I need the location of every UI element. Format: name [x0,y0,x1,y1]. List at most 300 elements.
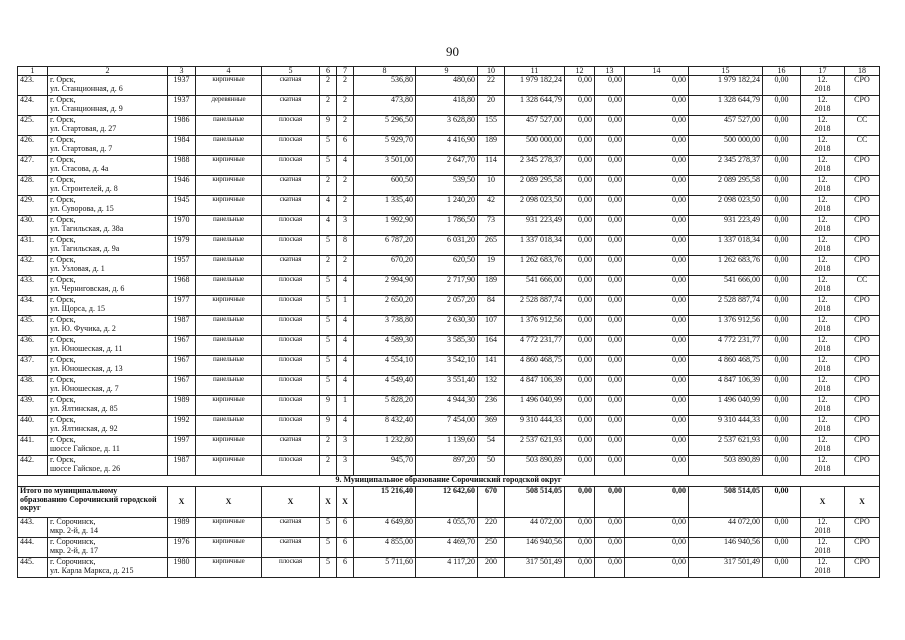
total-area: 3 738,80 [354,316,416,336]
entrances-count: 2 [337,256,354,276]
fund-13: 0,00 [595,216,625,236]
address-cell [48,456,168,476]
total-area: 2 994,90 [354,276,416,296]
floors-count: 5 [320,276,337,296]
fund-16: 0,00 [763,558,801,578]
fund-method: СРО [845,396,880,416]
floors-count: 2 [320,456,337,476]
fund-method: СРО [845,216,880,236]
total-area: 3 501,00 [354,156,416,176]
fund-13: 0,00 [595,236,625,256]
living-area: 620,50 [416,256,478,276]
roof-type: плоская [262,416,320,436]
entrances-count: 6 [337,558,354,578]
wall-material: панельные [196,256,262,276]
roof-type: скатная [262,176,320,196]
completion-month: 12. [817,517,828,527]
residents-count: 114 [478,156,505,176]
total-area: 1 992,90 [354,216,416,236]
address-city: г. Орск, [50,375,76,385]
table-row [18,96,880,116]
repair-cost: 931 223,49 [505,216,565,236]
table-row [18,116,880,136]
floors-count: 9 [320,396,337,416]
fund-12: 0,00 [565,196,595,216]
fund-13: 0,00 [595,538,625,558]
row-number: 424. [18,96,48,116]
roof-type: скатная [262,196,320,216]
living-area: 7 454,00 [416,416,478,436]
completion-month: 12. [817,395,828,405]
address-city: г. Орск, [50,355,76,365]
fund-16: 0,00 [763,216,801,236]
residents-count: 54 [478,436,505,456]
table-row [18,276,880,296]
fund-16: 0,00 [763,356,801,376]
total-cost: 508 514,05 [505,487,565,518]
wall-material: кирпичные [196,156,262,176]
address-cell [48,116,168,136]
fund-13: 0,00 [595,396,625,416]
fund-method: СРО [845,518,880,538]
fund-14: 0,00 [625,558,689,578]
fund-14: 0,00 [625,256,689,276]
fund-12: 0,00 [565,336,595,356]
address-street: шоссе Гайское, д. 11 [50,443,120,453]
row-number: 427. [18,156,48,176]
fund-12: 0,00 [565,116,595,136]
repair-cost: 500 000,00 [505,136,565,156]
living-area: 4 117,20 [416,558,478,578]
fund-13: 0,00 [595,456,625,476]
living-area: 2 630,30 [416,316,478,336]
column-number: 10 [478,67,505,76]
address-street: ул. Карла Маркса, д. 215 [50,565,134,575]
column-number: 18 [845,67,880,76]
address-street: ул. Ялтинская, д. 92 [50,423,118,433]
completion-date [801,396,845,416]
address-cell [48,316,168,336]
fund-12: 0,00 [565,296,595,316]
table-row [18,436,880,456]
roof-type: плоская [262,296,320,316]
completion-month: 12. [817,557,828,567]
completion-month: 12. [817,95,828,105]
wall-material: панельные [196,416,262,436]
total-area: 473,80 [354,96,416,116]
living-area: 539,50 [416,176,478,196]
fund-14: 0,00 [625,76,689,96]
address-cell [48,416,168,436]
roof-type: скатная [262,518,320,538]
owner-funds: 4 860 468,75 [689,356,763,376]
table-row [18,196,880,216]
year-built: 1984 [168,136,196,156]
completion-month: 12. [817,275,828,285]
fund-13: 0,00 [595,116,625,136]
roof-type: плоская [262,356,320,376]
living-area: 4 944,30 [416,396,478,416]
fund-13: 0,00 [595,336,625,356]
column-number: 8 [354,67,416,76]
total-area: 5 711,60 [354,558,416,578]
fund-14: 0,00 [625,156,689,176]
fund-16: 0,00 [763,116,801,136]
completion-date [801,518,845,538]
floors-count: 5 [320,156,337,176]
residents-count: 250 [478,538,505,558]
total-owner-funds: 508 514,05 [689,487,763,518]
total-area: 5 296,50 [354,116,416,136]
wall-material: кирпичные [196,538,262,558]
entrances-count: 4 [337,276,354,296]
address-city: г. Орск, [50,235,76,245]
table-row [18,456,880,476]
column-number-row [18,67,880,76]
entrances-count: 2 [337,116,354,136]
living-area: 480,60 [416,76,478,96]
fund-13: 0,00 [595,296,625,316]
roof-type: плоская [262,216,320,236]
completion-month: 12. [817,355,828,365]
wall-material: кирпичные [196,518,262,538]
total-area: 4 589,30 [354,336,416,356]
wall-material: панельные [196,136,262,156]
total-x-mark: X [801,487,845,518]
year-built: 1937 [168,96,196,116]
table-row [18,136,880,156]
total-x-mark: X [168,487,196,518]
owner-funds: 2 537 621,93 [689,436,763,456]
roof-type: плоская [262,336,320,356]
address-street: мкр. 2-й, д. 17 [50,545,98,555]
fund-14: 0,00 [625,316,689,336]
completion-month: 12. [817,115,828,125]
fund-13: 0,00 [595,156,625,176]
residents-count: 164 [478,336,505,356]
living-area: 6 031,20 [416,236,478,256]
floors-count: 5 [320,236,337,256]
fund-method: СРО [845,376,880,396]
fund-14: 0,00 [625,456,689,476]
fund-method: СРО [845,538,880,558]
repair-cost: 541 666,00 [505,276,565,296]
fund-14: 0,00 [625,336,689,356]
residents-count: 189 [478,136,505,156]
row-number: 426. [18,136,48,156]
year-built: 1980 [168,558,196,578]
fund-13: 0,00 [595,76,625,96]
completion-year: 2018 [814,263,831,273]
repair-cost: 2 537 621,93 [505,436,565,456]
residents-count: 369 [478,416,505,436]
row-number: 430. [18,216,48,236]
row-number: 437. [18,356,48,376]
address-street: ул. Станционная, д. 6 [50,83,123,93]
floors-count: 2 [320,256,337,276]
address-cell [48,216,168,236]
entrances-count: 3 [337,216,354,236]
total-area: 6 787,20 [354,236,416,256]
wall-material: панельные [196,376,262,396]
table-row [18,558,880,578]
living-area: 4 055,70 [416,518,478,538]
fund-method: СРО [845,356,880,376]
table-row [18,176,880,196]
address-city: г. Орск, [50,335,76,345]
year-built: 1986 [168,116,196,136]
floors-count: 5 [320,136,337,156]
wall-material: кирпичные [196,436,262,456]
fund-12: 0,00 [565,156,595,176]
fund-12: 0,00 [565,518,595,538]
address-street: ул. Щорса, д. 15 [50,303,105,313]
wall-material: панельные [196,276,262,296]
completion-date [801,296,845,316]
wall-material: кирпичные [196,558,262,578]
completion-month: 12. [817,175,828,185]
completion-date [801,316,845,336]
owner-funds: 2 345 278,37 [689,156,763,176]
owner-funds: 317 501,49 [689,558,763,578]
completion-date [801,416,845,436]
fund-method: СС [845,116,880,136]
entrances-count: 4 [337,336,354,356]
table-row [18,316,880,336]
address-street: ул. Тагильская, д. 38а [50,223,124,233]
table-row [18,76,880,96]
row-number: 423. [18,76,48,96]
fund-method: СРО [845,296,880,316]
fund-16: 0,00 [763,416,801,436]
row-number: 442. [18,456,48,476]
repair-cost: 1 337 018,34 [505,236,565,256]
fund-12: 0,00 [565,216,595,236]
total-area: 4 855,00 [354,538,416,558]
fund-13: 0,00 [595,518,625,538]
living-area: 4 469,70 [416,538,478,558]
completion-date [801,116,845,136]
housing-register-table [17,66,880,578]
owner-funds: 2 528 887,74 [689,296,763,316]
repair-cost: 1 262 683,76 [505,256,565,276]
owner-funds: 2 089 295,58 [689,176,763,196]
total-fund-14: 0,00 [625,487,689,518]
year-built: 1967 [168,356,196,376]
fund-12: 0,00 [565,316,595,336]
year-built: 1997 [168,436,196,456]
repair-cost: 9 310 444,33 [505,416,565,436]
total-area: 15 216,40 [354,487,416,518]
completion-year: 2018 [814,565,831,575]
residents-count: 20 [478,96,505,116]
wall-material: кирпичные [196,176,262,196]
address-city: г. Орск, [50,115,76,125]
residents-count: 42 [478,196,505,216]
total-area: 5 929,70 [354,136,416,156]
completion-month: 12. [817,195,828,205]
floors-count: 5 [320,316,337,336]
fund-13: 0,00 [595,436,625,456]
fund-16: 0,00 [763,538,801,558]
living-area: 3 551,40 [416,376,478,396]
entrances-count: 4 [337,156,354,176]
wall-material: панельные [196,316,262,336]
fund-method: СРО [845,256,880,276]
completion-date [801,216,845,236]
floors-count: 2 [320,96,337,116]
page-number: 90 [446,44,459,59]
year-built: 1987 [168,316,196,336]
completion-date [801,538,845,558]
completion-month: 12. [817,537,828,547]
fund-14: 0,00 [625,96,689,116]
address-cell [48,96,168,116]
completion-year: 2018 [814,103,831,113]
completion-month: 12. [817,235,828,245]
wall-material: деревянные [196,96,262,116]
table-row [18,376,880,396]
residents-count: 50 [478,456,505,476]
year-built: 1989 [168,518,196,538]
repair-cost: 146 940,56 [505,538,565,558]
fund-method: СРО [845,456,880,476]
year-built: 1976 [168,538,196,558]
column-number: 16 [763,67,801,76]
repair-cost: 1 979 182,24 [505,76,565,96]
completion-date [801,256,845,276]
roof-type: скатная [262,436,320,456]
fund-12: 0,00 [565,176,595,196]
repair-cost: 317 501,49 [505,558,565,578]
completion-date [801,176,845,196]
owner-funds: 541 666,00 [689,276,763,296]
address-cell [48,558,168,578]
residents-count: 10 [478,176,505,196]
fund-14: 0,00 [625,518,689,538]
entrances-count: 4 [337,316,354,336]
address-cell [48,376,168,396]
owner-funds: 4 847 106,39 [689,376,763,396]
floors-count: 4 [320,216,337,236]
address-cell [48,396,168,416]
completion-year: 2018 [814,383,831,393]
year-built: 1937 [168,76,196,96]
fund-14: 0,00 [625,416,689,436]
total-area: 945,70 [354,456,416,476]
fund-method: СРО [845,436,880,456]
wall-material: кирпичные [196,296,262,316]
fund-16: 0,00 [763,396,801,416]
completion-month: 12. [817,335,828,345]
total-x-mark: X [337,487,354,518]
living-area: 2 647,70 [416,156,478,176]
fund-14: 0,00 [625,376,689,396]
fund-14: 0,00 [625,276,689,296]
residents-count: 265 [478,236,505,256]
address-street: ул. Ю. Фучика, д. 2 [50,323,116,333]
table-row [18,416,880,436]
row-number: 425. [18,116,48,136]
roof-type: плоская [262,236,320,256]
completion-date [801,276,845,296]
owner-funds: 44 072,00 [689,518,763,538]
entrances-count: 2 [337,176,354,196]
residents-count: 236 [478,396,505,416]
completion-date [801,558,845,578]
address-street: ул. Юношеская, д. 11 [50,343,123,353]
column-number: 5 [262,67,320,76]
fund-16: 0,00 [763,136,801,156]
fund-12: 0,00 [565,76,595,96]
row-number: 428. [18,176,48,196]
fund-13: 0,00 [595,316,625,336]
fund-16: 0,00 [763,196,801,216]
floors-count: 9 [320,416,337,436]
total-area: 4 549,40 [354,376,416,396]
address-street: ул. Стартовая, д. 27 [50,123,117,133]
completion-year: 2018 [814,323,831,333]
total-area: 1 232,80 [354,436,416,456]
address-street: ул. Юношеская, д. 13 [50,363,123,373]
row-number: 436. [18,336,48,356]
address-cell [48,356,168,376]
entrances-count: 4 [337,356,354,376]
repair-cost: 1 376 912,56 [505,316,565,336]
completion-year: 2018 [814,163,831,173]
entrances-count: 2 [337,96,354,116]
address-city: г. Орск, [50,435,76,445]
fund-13: 0,00 [595,196,625,216]
address-city: г. Орск, [50,255,76,265]
fund-14: 0,00 [625,236,689,256]
address-cell [48,176,168,196]
floors-count: 5 [320,376,337,396]
fund-16: 0,00 [763,156,801,176]
living-area: 1 139,60 [416,436,478,456]
fund-12: 0,00 [565,256,595,276]
year-built: 1968 [168,276,196,296]
table-row [18,356,880,376]
completion-date [801,356,845,376]
residents-count: 141 [478,356,505,376]
year-built: 1967 [168,336,196,356]
fund-method: СРО [845,558,880,578]
address-street: ул. Тагильская, д. 9а [50,243,120,253]
completion-year: 2018 [814,343,831,353]
column-number: 6 [320,67,337,76]
completion-year: 2018 [814,423,831,433]
fund-method: СРО [845,156,880,176]
living-area: 2 717,90 [416,276,478,296]
address-city: г. Орск, [50,215,76,225]
column-number: 13 [595,67,625,76]
fund-12: 0,00 [565,356,595,376]
completion-year: 2018 [814,303,831,313]
entrances-count: 6 [337,136,354,156]
floors-count: 5 [320,356,337,376]
address-city: г. Орск, [50,395,76,405]
fund-13: 0,00 [595,276,625,296]
row-number: 429. [18,196,48,216]
section-title-row [18,476,880,487]
address-street: ул. Черниговская, д. 6 [50,283,125,293]
address-city: г. Орск, [50,175,76,185]
total-fund-12: 0,00 [565,487,595,518]
completion-month: 12. [817,75,828,85]
row-number: 435. [18,316,48,336]
owner-funds: 457 527,00 [689,116,763,136]
